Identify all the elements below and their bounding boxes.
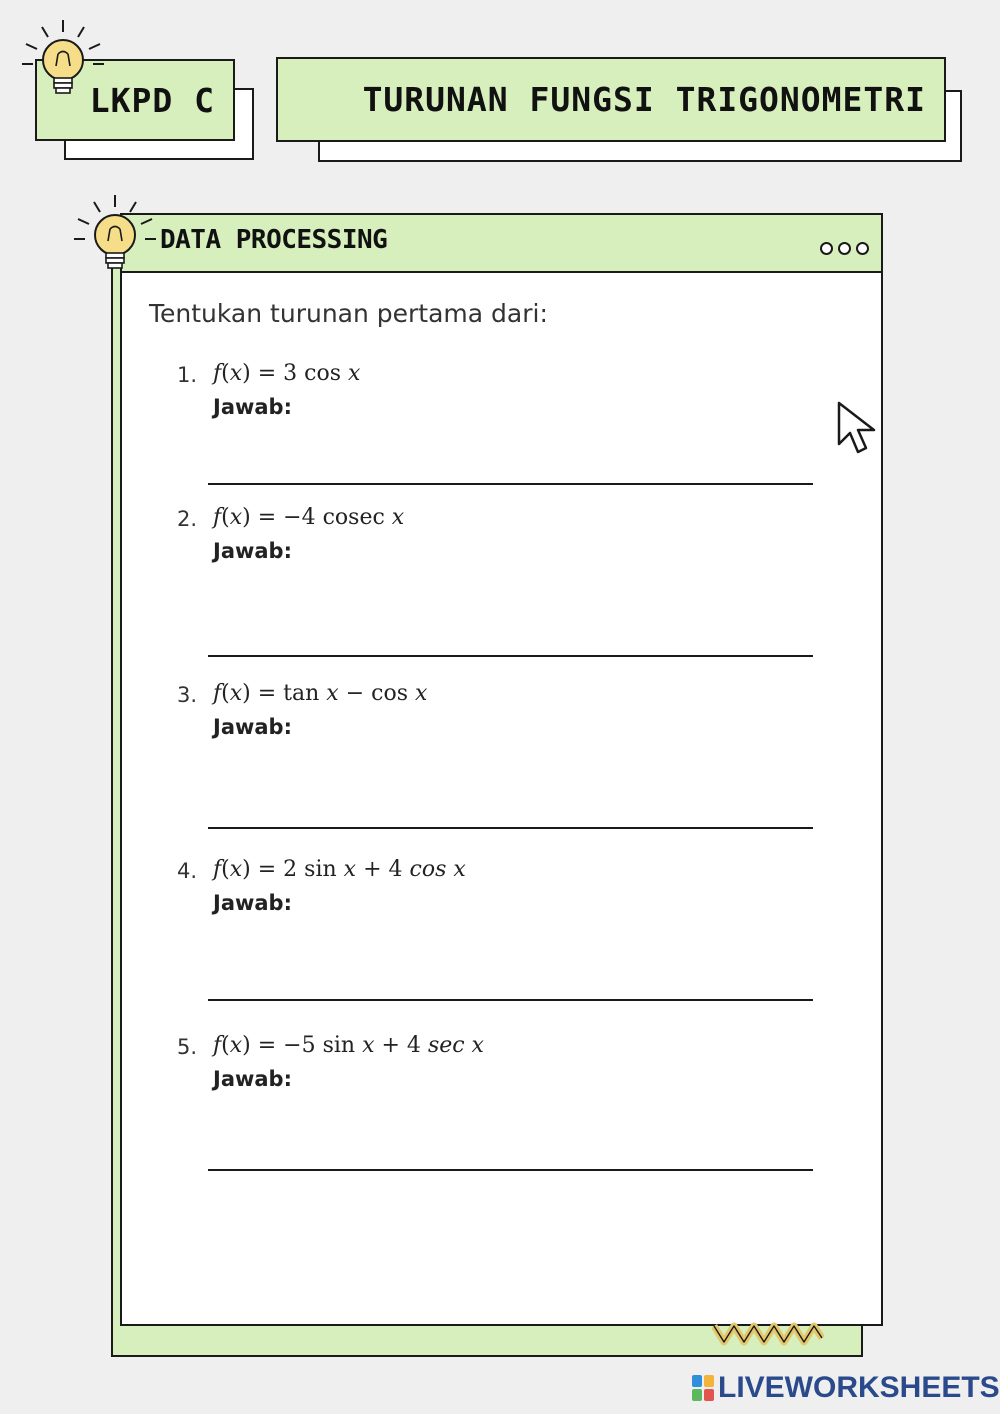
answer-line-5[interactable] (208, 1169, 813, 1171)
window-dot-icon (820, 242, 833, 255)
answer-label: Jawab: (213, 539, 292, 563)
instruction-text: Tentukan turunan pertama dari: (149, 299, 548, 328)
question-number: 2. (177, 507, 198, 531)
question-number: 4. (177, 859, 198, 883)
liveworksheets-brand: LIVEWORKSHEETS (718, 1371, 1000, 1404)
window-dots (820, 242, 869, 255)
answer-line-2[interactable] (208, 655, 813, 657)
answer-label: Jawab: (213, 1067, 292, 1091)
question-number: 1. (177, 363, 198, 387)
lightbulb-icon (18, 18, 108, 108)
lkpd-badge-label: LKPD C (89, 80, 215, 120)
lightbulb-icon (70, 193, 160, 283)
question-number: 5. (177, 1035, 198, 1059)
question-number: 3. (177, 683, 198, 707)
worksheet-title: TURUNAN FUNGSI TRIGONOMETRI (362, 80, 926, 119)
question-expression: f(x) = 2 sin x + 4 cos x (213, 857, 466, 882)
window-dot-icon (838, 242, 851, 255)
answer-label: Jawab: (213, 715, 292, 739)
panel-header (122, 215, 881, 273)
cursor-arrow-icon (836, 400, 884, 456)
question-expression: f(x) = 3 cos x (213, 361, 361, 386)
question-expression: f(x) = −5 sin x + 4 sec x (213, 1033, 484, 1058)
answer-label: Jawab: (213, 891, 292, 915)
panel-title: DATA PROCESSING (160, 225, 388, 255)
question-expression: f(x) = tan x − cos x (213, 681, 428, 706)
title-badge (276, 57, 946, 142)
liveworksheets-logo-icon (692, 1375, 714, 1401)
answer-line-4[interactable] (208, 999, 813, 1001)
answer-line-1[interactable] (208, 483, 813, 485)
answer-label: Jawab: (213, 395, 292, 419)
zigzag-decoration (712, 1318, 824, 1348)
answer-line-3[interactable] (208, 827, 813, 829)
question-expression: f(x) = −4 cosec x (213, 505, 405, 530)
window-dot-icon (856, 242, 869, 255)
liveworksheets-logo[interactable] (692, 1371, 1000, 1405)
data-processing-panel (120, 213, 883, 1326)
